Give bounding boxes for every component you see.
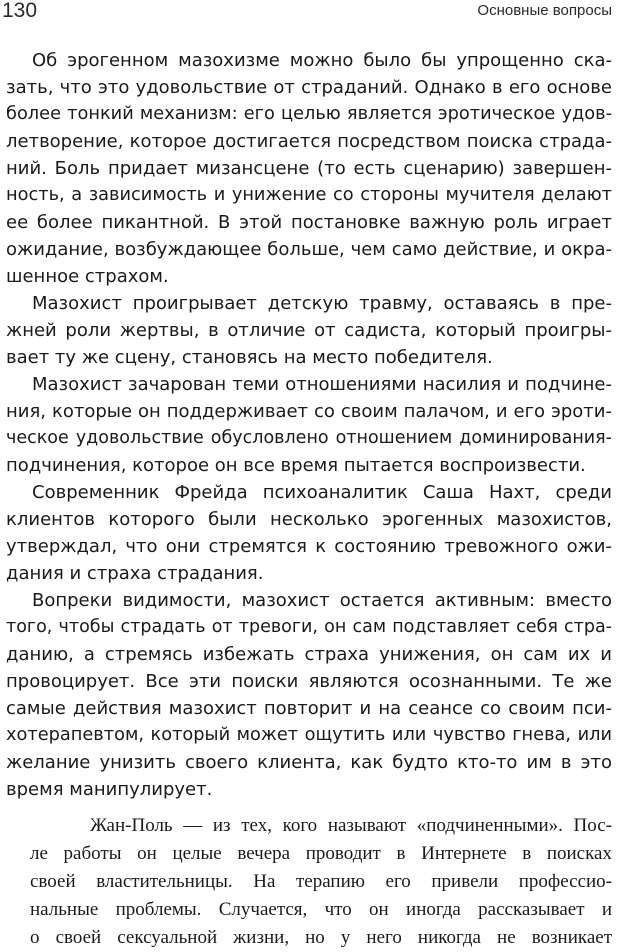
paragraph-2-line-2: жней роли жертвы, в отличие от садиста, который проигры-	[6, 320, 612, 341]
paragraph-1-line-6: ность, а зависимость и унижение со стороны мучителя делают	[6, 185, 612, 205]
case-study	[30, 812, 612, 952]
paragraph-5-line-5: самые действия мазохист повторит и на сеансе со своим пси-	[6, 698, 612, 719]
paragraph-5-line-4: провоцирует. Все эти поиски являются осознанными. Те же	[6, 671, 612, 692]
main-text	[6, 47, 612, 803]
running-title: Основные вопросы	[477, 2, 612, 19]
paragraph-5-line-3: данию, а стремясь избежать страха унижения, он сам их и	[6, 644, 612, 665]
page-number: 130	[2, 0, 38, 22]
paragraph-1-line-7: ее более пикантной. В этой постановке важную роль играет	[6, 212, 612, 233]
case-study-line-3: своей властительницы. На терапию его привели профессио-	[30, 871, 612, 892]
paragraph-1-line-5: ний. Боль придает мизансцене (то есть сценарию) завершен-	[6, 158, 612, 179]
paragraph-4-line-4: дания и страха страдания.	[6, 563, 264, 584]
case-study-line-1: Жан-Поль — из тех, кого называют «подчиненными». Пос-	[90, 815, 612, 836]
paragraph-5-line-2: того, чтобы страдать от тревоги, он сам подставляет себя стра-	[6, 617, 612, 637]
paragraph-3-line-2: ния, которые он поддерживает со своим палачом, и его эроти-	[6, 401, 612, 422]
paragraph-1-line-9: шенное страхом.	[6, 266, 169, 287]
paragraph-3-line-3: ческое удовольствие обусловлено отношением доминирования-	[6, 428, 612, 448]
paragraph-4-line-3: утверждал, что они стремятся к состоянию тревожного ожи-	[6, 536, 612, 557]
paragraph-5-line-7: желание унизить своего клиента, как будто кто-то им в это	[6, 752, 612, 773]
paragraph-1-line-4: летворение, которое достигается посредством поиска страда-	[6, 131, 612, 152]
paragraph-3-line-4: подчинения, которое он все время пытается воспроизвести.	[6, 455, 586, 476]
paragraph-4-line-1: Современник Фрейда психоаналитик Саша Нахт, среди	[32, 482, 612, 503]
paragraph-1-line-2: зать, что это удовольствие от страданий. Однако в его основе	[6, 77, 612, 98]
paragraph-5-line-1: Вопреки видимости, мазохист остается активным: вместо	[32, 590, 612, 611]
case-study-line-4: нальные проблемы. Случается, что он иногда рассказывает и	[30, 899, 612, 920]
paragraph-1-line-1: Об эрогенном мазохизме можно было бы упрощенно ска-	[32, 50, 612, 71]
paragraph-2-line-1: Мазохист проигрывает детскую травму, оставаясь в пре-	[32, 293, 612, 314]
paragraph-5-line-8: время манипулирует.	[6, 779, 213, 800]
paragraph-1-line-3: более тонкий механизм: его целью является эротическое удов-	[6, 104, 612, 124]
case-study-line-5: о своей сексуальной жизни, но у него никогда не возникает	[30, 927, 612, 948]
paragraph-2-line-3: вает ту же сцену, становясь на место победителя.	[6, 347, 493, 368]
paragraph-1-line-8: ожидание, возбуждающее больше, чем само действие, и окра-	[6, 239, 612, 260]
case-study-line-2: ле работы он целые вечера проводит в Интернете в поисках	[30, 843, 612, 864]
paragraph-3-line-1: Мазохист зачарован теми отношениями насилия и подчине-	[32, 374, 612, 395]
paragraph-5-line-6: хотерапевтом, который может ощутить или чувство гнева, или	[6, 725, 612, 745]
paragraph-4-line-2: клиентов которого были несколько эрогенных мазохистов,	[6, 509, 612, 530]
